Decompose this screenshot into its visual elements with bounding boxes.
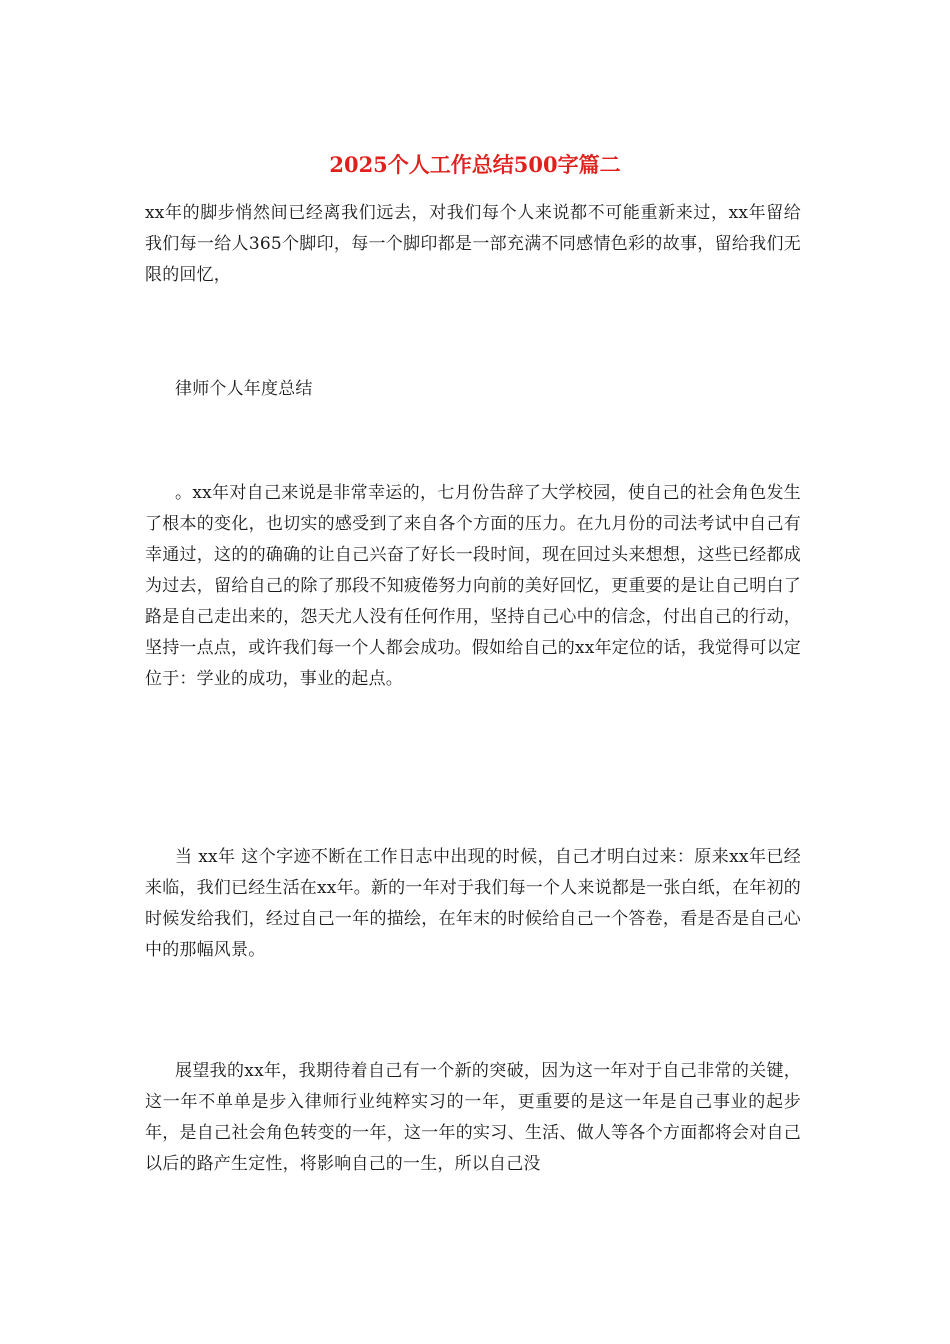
paragraph-review: 。xx年对自己来说是非常幸运的，七月份告辞了大学校园，使自己的社会角色发生了根本的变化，也切实的感受到了来自各个方面的压力。在九月份的司法考试中自己有幸通过，这的的确确的让自己兴奋了好长一段时间，现在回过头来想想，这些已经都成为过去，留给自己的除了那段不知疲倦努力向前的美好回忆，更重要的是让自己明白了路是自己走出来的，怨天尤人没有任何作用，坚持自己心中的信念，付出自己的行动，坚持一点点，或许我们每一个人都会成功。假如给自己的xx年定位的话，我觉得可以定位于：学业的成功，事业的起点。: [145, 483, 801, 689]
paragraph-new-year: 当 xx年 这个字迹不断在工作日志中出现的时候，自己才明白过来：原来xx年已经来临，我们已经生活在xx年。新的一年对于我们每一个人来说都是一张白纸，在年初的时候发给我们，经过自己一年的描绘，在年末的时候给自己一个答卷，看是否是自己心中的那幅风景。: [145, 847, 801, 960]
paragraph-outlook: 展望我的xx年，我期待着自己有一个新的突破，因为这一年对于自己非常的关键，这一年不单单是步入律师行业纯粹实习的一年，更重要的是这一年是自己事业的起步年，是自己社会角色转变的一年，这一年的实习、生活、做人等各个方面都将会对自己以后的路产生定性，将影响自己的一生，所以自己没: [145, 1061, 801, 1174]
paragraph-subheading: 律师个人年度总结: [175, 379, 313, 399]
document-title: 2025个人工作总结500字篇二: [329, 152, 621, 177]
paragraph-intro: xx年的脚步悄然间已经离我们远去，对我们每个人来说都不可能重新来过，xx年留给我们每一给人365个脚印，每一个脚印都是一部充满不同感情色彩的故事，留给我们无限的回忆，: [145, 203, 801, 285]
